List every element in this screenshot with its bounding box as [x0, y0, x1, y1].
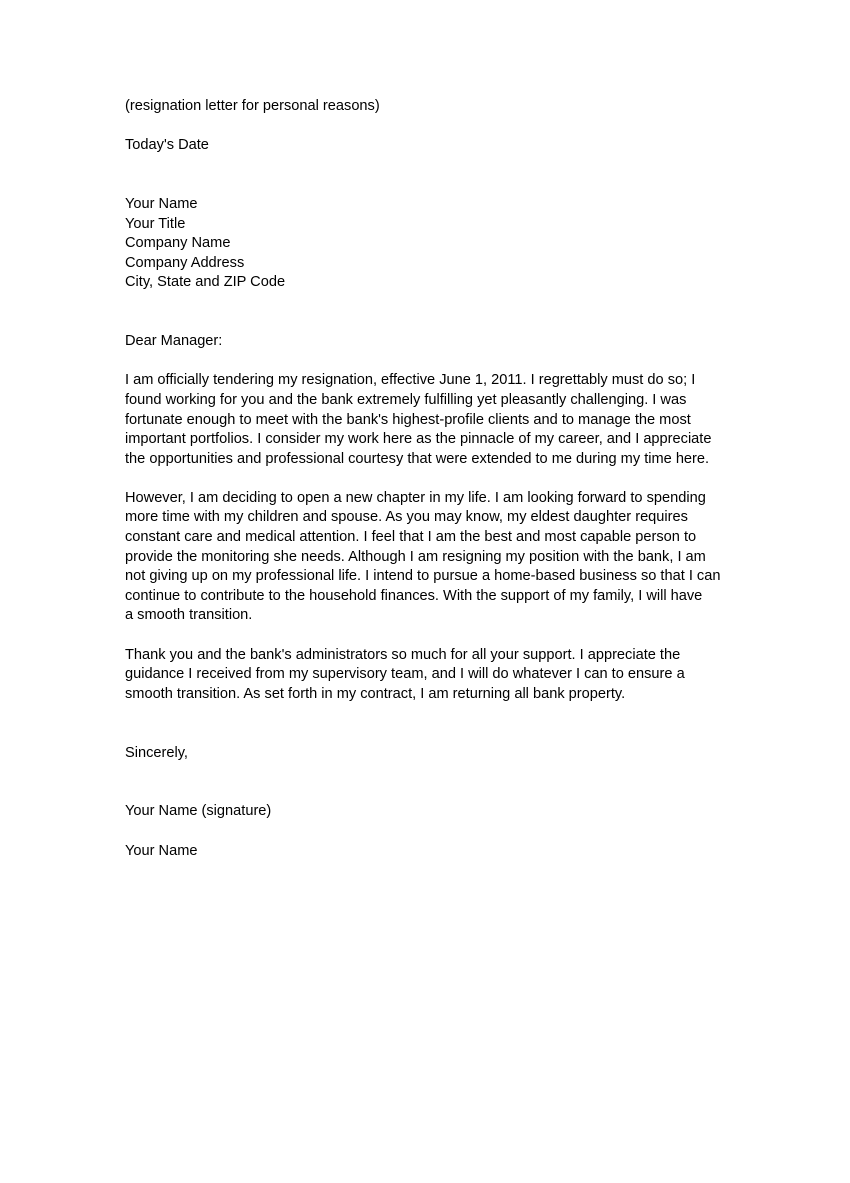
spacer [125, 783, 725, 803]
paragraph-line: fortunate enough to meet with the bank's highest-profile clients and to manage the most [125, 411, 691, 428]
printed-name: Your Name [125, 842, 198, 859]
resignation-letter [125, 97, 725, 861]
body-paragraph-2 [125, 489, 725, 626]
spacer [125, 175, 725, 195]
paragraph-line: However, I am deciding to open a new chapter in my life. I am looking forward to spending [125, 489, 706, 506]
sender-address: Company Address [125, 254, 245, 271]
paragraph-line: found working for you and the bank extremely fulfilling yet pleasantly challenging. I was [125, 391, 687, 408]
sender-title: Your Title [125, 215, 186, 232]
spacer [125, 724, 725, 744]
paragraph-line: smooth transition. As set forth in my contract, I am returning all bank property. [125, 685, 626, 702]
sender-block [125, 195, 725, 293]
spacer [125, 763, 725, 783]
sender-name: Your Name [125, 195, 198, 212]
spacer [125, 313, 725, 333]
spacer [125, 626, 725, 646]
paragraph-line: a smooth transition. [125, 607, 253, 624]
letter-heading: (resignation letter for personal reasons) [125, 98, 380, 114]
paragraph-line: important portfolios. I consider my work here as the pinnacle of my career, and I appreciate [125, 431, 712, 448]
paragraph-line: I am officially tendering my resignation, effective June 1, 2011. I regrettably must do so; I [125, 372, 696, 389]
spacer [125, 352, 725, 372]
spacer [125, 117, 725, 137]
body-paragraph-1 [125, 371, 725, 469]
paragraph-line: the opportunities and professional courtesy that were extended to me during my time here. [125, 450, 710, 467]
body-paragraph-3 [125, 646, 725, 705]
sender-company: Company Name [125, 235, 231, 252]
spacer [125, 704, 725, 724]
closing: Sincerely, [125, 744, 188, 761]
paragraph-line: guidance I received from my supervisory team, and I will do whatever I can to ensure a [125, 666, 685, 683]
paragraph-line: continue to contribute to the household finances. With the support of my family, I will have [125, 587, 703, 604]
paragraph-line: more time with my children and spouse. As you may know, my eldest daughter requires [125, 509, 688, 526]
letter-date: Today's Date [125, 137, 209, 154]
spacer [125, 156, 725, 176]
spacer [125, 469, 725, 489]
spacer [125, 822, 725, 842]
salutation: Dear Manager: [125, 333, 223, 350]
paragraph-line: not giving up on my professional life. I intend to pursue a home-based business so that I can [125, 568, 721, 585]
paragraph-line: constant care and medical attention. I feel that I am the best and most capable person to [125, 529, 697, 546]
paragraph-line: Thank you and the bank's administrators so much for all your support. I appreciate the [125, 646, 681, 663]
signature-line: Your Name (signature) [125, 803, 272, 820]
paragraph-line: provide the monitoring she needs. Although I am resigning my position with the bank, I am [125, 548, 706, 565]
spacer [125, 293, 725, 313]
sender-city-state-zip: City, State and ZIP Code [125, 274, 286, 291]
